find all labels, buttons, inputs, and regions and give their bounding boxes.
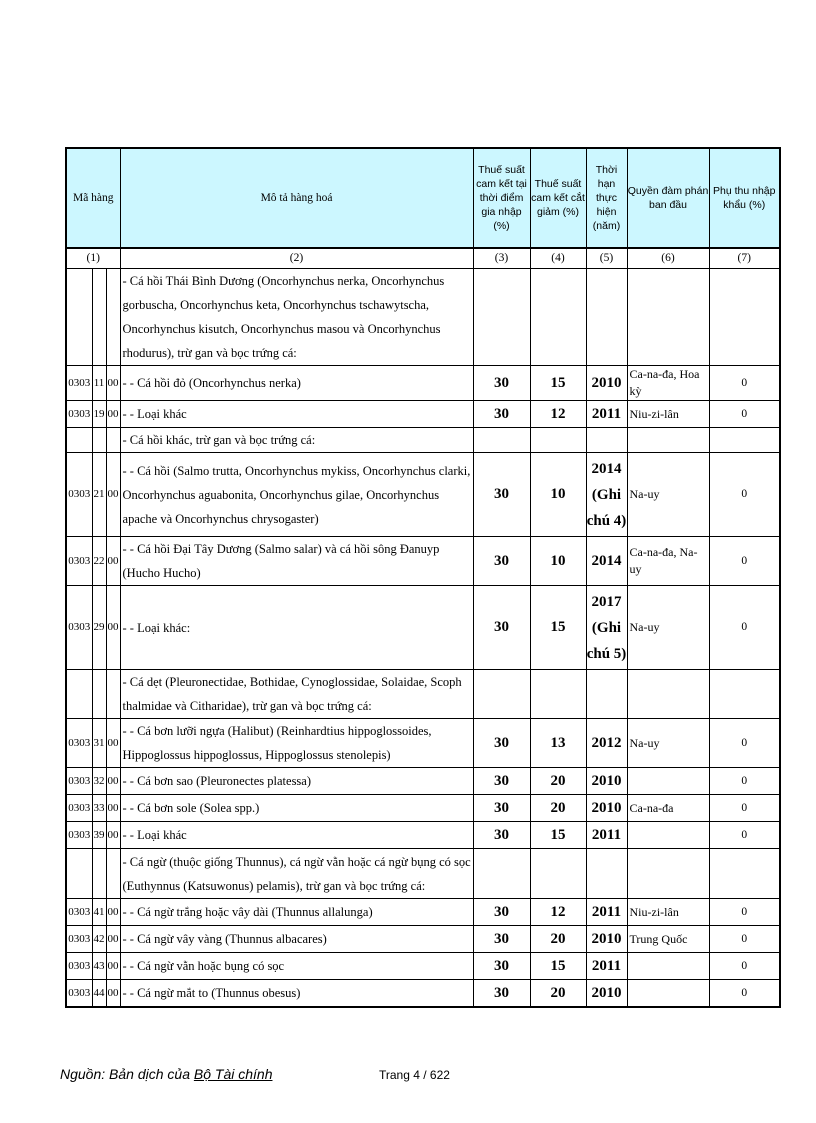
hs-subheading-cell [106, 269, 120, 366]
hs-chapter-cell [66, 428, 92, 453]
import-surcharge-cell: 0 [709, 366, 780, 401]
implementation-year-cell [586, 849, 627, 899]
rate-accession-cell: 30 [473, 537, 530, 586]
description-cell: - - Cá ngừ vây vàng (Thunnus albacares) [120, 926, 473, 953]
rate-final-cell: 10 [530, 453, 586, 537]
hs-heading-cell: 44 [92, 980, 106, 1008]
rate-accession-cell: 30 [473, 980, 530, 1008]
table-row [66, 366, 780, 401]
rate-accession-cell: 30 [473, 719, 530, 768]
colnum-7: (7) [709, 248, 780, 269]
hs-chapter-cell: 0303 [66, 366, 92, 401]
hs-heading-cell: 21 [92, 453, 106, 537]
header-thue-suat-cat-giam: Thuế suất cam kết cắt giảm (%) [530, 148, 586, 248]
footer-source-link[interactable]: Bộ Tài chính [193, 1066, 273, 1082]
table-row [66, 822, 780, 849]
rate-final-cell [530, 849, 586, 899]
colnum-5: (5) [586, 248, 627, 269]
hs-heading-cell: 19 [92, 401, 106, 428]
import-surcharge-cell [709, 428, 780, 453]
header-thue-suat-gia-nhap: Thuế suất cam kết tại thời điểm gia nhập (%) [473, 148, 530, 248]
hs-chapter-cell: 0303 [66, 795, 92, 822]
rate-accession-cell [473, 849, 530, 899]
description-cell: - - Loại khác: [120, 586, 473, 670]
implementation-year-cell: 2014 [586, 537, 627, 586]
hs-chapter-cell: 0303 [66, 899, 92, 926]
rate-accession-cell: 30 [473, 366, 530, 401]
import-surcharge-cell [709, 670, 780, 719]
description-cell: - - Cá ngừ trắng hoặc vây dài (Thunnus allalunga) [120, 899, 473, 926]
rate-final-cell: 15 [530, 366, 586, 401]
import-surcharge-cell: 0 [709, 586, 780, 670]
description-cell: - Cá dẹt (Pleuronectidae, Bothidae, Cynoglossidae, Solaidae, Scoph thalmidae và Citharidae), trừ gan và bọc trứng cá: [120, 670, 473, 719]
table-row [66, 849, 780, 899]
rate-accession-cell: 30 [473, 768, 530, 795]
initial-negotiating-right-cell [627, 953, 709, 980]
hs-heading-cell: 32 [92, 768, 106, 795]
hs-chapter-cell [66, 269, 92, 366]
hs-heading-cell: 33 [92, 795, 106, 822]
rate-final-cell: 10 [530, 537, 586, 586]
hs-subheading-cell [106, 428, 120, 453]
implementation-year-cell [586, 670, 627, 719]
implementation-year-cell: 2010 [586, 366, 627, 401]
implementation-year-cell: 2010 [586, 980, 627, 1008]
table-row [66, 953, 780, 980]
header-row [66, 148, 780, 248]
table-row [66, 269, 780, 366]
hs-heading-cell: 39 [92, 822, 106, 849]
hs-subheading-cell: 00 [106, 822, 120, 849]
hs-chapter-cell: 0303 [66, 453, 92, 537]
import-surcharge-cell [709, 849, 780, 899]
implementation-year-cell: 2014 (Ghi chú 4) [586, 453, 627, 537]
rate-accession-cell [473, 670, 530, 719]
hs-chapter-cell: 0303 [66, 537, 92, 586]
initial-negotiating-right-cell [627, 822, 709, 849]
hs-chapter-cell [66, 670, 92, 719]
footer-source [60, 1066, 272, 1082]
table-row [66, 926, 780, 953]
table-row [66, 453, 780, 537]
implementation-year-cell: 2010 [586, 795, 627, 822]
description-cell: - - Loại khác [120, 401, 473, 428]
hs-heading-cell [92, 849, 106, 899]
hs-subheading-cell: 00 [106, 899, 120, 926]
page-number: Trang 4 / 622 [379, 1068, 450, 1082]
initial-negotiating-right-cell: Na-uy [627, 586, 709, 670]
table-row [66, 586, 780, 670]
implementation-year-cell: 2011 [586, 822, 627, 849]
initial-negotiating-right-cell [627, 269, 709, 366]
description-cell: - - Cá bơn sole (Solea spp.) [120, 795, 473, 822]
table-row [66, 719, 780, 768]
hs-heading-cell: 42 [92, 926, 106, 953]
colnum-2: (2) [120, 248, 473, 269]
hs-chapter-cell: 0303 [66, 980, 92, 1008]
colnum-6: (6) [627, 248, 709, 269]
import-surcharge-cell: 0 [709, 768, 780, 795]
rate-accession-cell [473, 269, 530, 366]
hs-subheading-cell [106, 670, 120, 719]
hs-chapter-cell [66, 849, 92, 899]
import-surcharge-cell: 0 [709, 719, 780, 768]
footer-source-prefix: Nguồn: Bản dịch của [60, 1066, 190, 1082]
hs-heading-cell: 41 [92, 899, 106, 926]
tariff-table [65, 147, 781, 1008]
header-quyen-dam-phan: Quyền đàm phán ban đầu [627, 148, 709, 248]
hs-heading-cell: 29 [92, 586, 106, 670]
hs-heading-cell: 31 [92, 719, 106, 768]
implementation-year-cell: 2010 [586, 768, 627, 795]
rate-final-cell: 20 [530, 795, 586, 822]
table-row [66, 428, 780, 453]
description-cell: - - Cá ngừ mắt to (Thunnus obesus) [120, 980, 473, 1008]
hs-chapter-cell: 0303 [66, 719, 92, 768]
import-surcharge-cell [709, 269, 780, 366]
import-surcharge-cell: 0 [709, 822, 780, 849]
import-surcharge-cell: 0 [709, 899, 780, 926]
hs-subheading-cell: 00 [106, 980, 120, 1008]
table-row [66, 401, 780, 428]
description-cell: - Cá hồi Thái Bình Dương (Oncorhynchus nerka, Oncorhynchus gorbuscha, Oncorhynchus keta, Oncorhynchus tschawytscha, Oncorhynchus kisutch, Oncorhynchus masou và Oncorhynchus rhodurus), trừ gan và bọc trứng cá: [120, 269, 473, 366]
initial-negotiating-right-cell: Na-uy [627, 719, 709, 768]
initial-negotiating-right-cell: Ca-na-đa, Na-uy [627, 537, 709, 586]
rate-final-cell: 20 [530, 768, 586, 795]
import-surcharge-cell: 0 [709, 453, 780, 537]
colnum-4: (4) [530, 248, 586, 269]
implementation-year-cell [586, 269, 627, 366]
implementation-year-cell: 2010 [586, 926, 627, 953]
description-cell: - - Cá bơn lưỡi ngựa (Halibut) (Reinhardtius hippoglossoides, Hippoglossus hippoglossus, Hippoglossus stenolepis) [120, 719, 473, 768]
hs-heading-cell [92, 269, 106, 366]
initial-negotiating-right-cell [627, 428, 709, 453]
hs-subheading-cell [106, 849, 120, 899]
rate-final-cell: 20 [530, 926, 586, 953]
hs-heading-cell: 43 [92, 953, 106, 980]
rate-final-cell: 12 [530, 401, 586, 428]
header-ma-hang: Mã hàng [66, 148, 120, 248]
description-cell: - - Cá bơn sao (Pleuronectes platessa) [120, 768, 473, 795]
import-surcharge-cell: 0 [709, 401, 780, 428]
table-row [66, 768, 780, 795]
rate-final-cell: 12 [530, 899, 586, 926]
hs-subheading-cell: 00 [106, 586, 120, 670]
hs-heading-cell [92, 428, 106, 453]
hs-heading-cell: 11 [92, 366, 106, 401]
description-cell: - - Cá hồi đỏ (Oncorhynchus nerka) [120, 366, 473, 401]
column-number-row [66, 248, 780, 269]
rate-accession-cell: 30 [473, 401, 530, 428]
import-surcharge-cell: 0 [709, 795, 780, 822]
import-surcharge-cell: 0 [709, 537, 780, 586]
hs-subheading-cell: 00 [106, 953, 120, 980]
initial-negotiating-right-cell [627, 849, 709, 899]
rate-final-cell: 15 [530, 953, 586, 980]
colnum-1: (1) [66, 248, 120, 269]
rate-accession-cell: 30 [473, 586, 530, 670]
initial-negotiating-right-cell: Niu-zi-lân [627, 899, 709, 926]
import-surcharge-cell: 0 [709, 980, 780, 1008]
rate-accession-cell: 30 [473, 822, 530, 849]
rate-final-cell [530, 428, 586, 453]
rate-accession-cell: 30 [473, 899, 530, 926]
implementation-year-cell: 2011 [586, 953, 627, 980]
initial-negotiating-right-cell [627, 980, 709, 1008]
rate-accession-cell: 30 [473, 953, 530, 980]
hs-chapter-cell: 0303 [66, 401, 92, 428]
implementation-year-cell: 2011 [586, 899, 627, 926]
initial-negotiating-right-cell: Niu-zi-lân [627, 401, 709, 428]
hs-subheading-cell: 00 [106, 926, 120, 953]
description-cell: - Cá hồi khác, trừ gan và bọc trứng cá: [120, 428, 473, 453]
initial-negotiating-right-cell: Ca-na-đa, Hoa kỳ [627, 366, 709, 401]
rate-final-cell: 15 [530, 822, 586, 849]
rate-accession-cell: 30 [473, 926, 530, 953]
hs-subheading-cell: 00 [106, 453, 120, 537]
rate-final-cell [530, 269, 586, 366]
hs-subheading-cell: 00 [106, 401, 120, 428]
hs-subheading-cell: 00 [106, 719, 120, 768]
rate-accession-cell [473, 428, 530, 453]
table-row [66, 899, 780, 926]
hs-subheading-cell: 00 [106, 366, 120, 401]
hs-chapter-cell: 0303 [66, 822, 92, 849]
description-cell: - Cá ngừ (thuộc giống Thunnus), cá ngừ vằn hoặc cá ngừ bụng có sọc (Euthynnus (Katsuwonus) pelamis), trừ gan và bọc trứng cá: [120, 849, 473, 899]
implementation-year-cell: 2017 (Ghi chú 5) [586, 586, 627, 670]
header-thoi-han: Thời hạn thực hiện (năm) [586, 148, 627, 248]
rate-final-cell: 20 [530, 980, 586, 1008]
header-phu-thu: Phụ thu nhập khẩu (%) [709, 148, 780, 248]
hs-heading-cell: 22 [92, 537, 106, 586]
table-row [66, 795, 780, 822]
hs-subheading-cell: 00 [106, 795, 120, 822]
rate-final-cell: 13 [530, 719, 586, 768]
description-cell: - - Cá hồi (Salmo trutta, Oncorhynchus mykiss, Oncorhynchus clarki, Oncorhynchus aguabonita, Oncorhynchus gilae, Oncorhynchus apache và Oncorhynchus chrysogaster) [120, 453, 473, 537]
table-row [66, 537, 780, 586]
implementation-year-cell [586, 428, 627, 453]
header-mo-ta: Mô tả hàng hoá [120, 148, 473, 248]
import-surcharge-cell: 0 [709, 953, 780, 980]
initial-negotiating-right-cell: Ca-na-đa [627, 795, 709, 822]
rate-final-cell [530, 670, 586, 719]
initial-negotiating-right-cell [627, 670, 709, 719]
table-row [66, 670, 780, 719]
hs-chapter-cell: 0303 [66, 926, 92, 953]
hs-chapter-cell: 0303 [66, 768, 92, 795]
rate-final-cell: 15 [530, 586, 586, 670]
hs-chapter-cell: 0303 [66, 586, 92, 670]
initial-negotiating-right-cell [627, 768, 709, 795]
rate-accession-cell: 30 [473, 795, 530, 822]
initial-negotiating-right-cell: Na-uy [627, 453, 709, 537]
colnum-3: (3) [473, 248, 530, 269]
description-cell: - - Cá hồi Đại Tây Dương (Salmo salar) và cá hồi sông Đanuyp (Hucho Hucho) [120, 537, 473, 586]
hs-chapter-cell: 0303 [66, 953, 92, 980]
hs-subheading-cell: 00 [106, 768, 120, 795]
table-row [66, 980, 780, 1008]
implementation-year-cell: 2011 [586, 401, 627, 428]
rate-accession-cell: 30 [473, 453, 530, 537]
description-cell: - - Cá ngừ vằn hoặc bụng có sọc [120, 953, 473, 980]
initial-negotiating-right-cell: Trung Quốc [627, 926, 709, 953]
hs-heading-cell [92, 670, 106, 719]
implementation-year-cell: 2012 [586, 719, 627, 768]
import-surcharge-cell: 0 [709, 926, 780, 953]
description-cell: - - Loại khác [120, 822, 473, 849]
hs-subheading-cell: 00 [106, 537, 120, 586]
